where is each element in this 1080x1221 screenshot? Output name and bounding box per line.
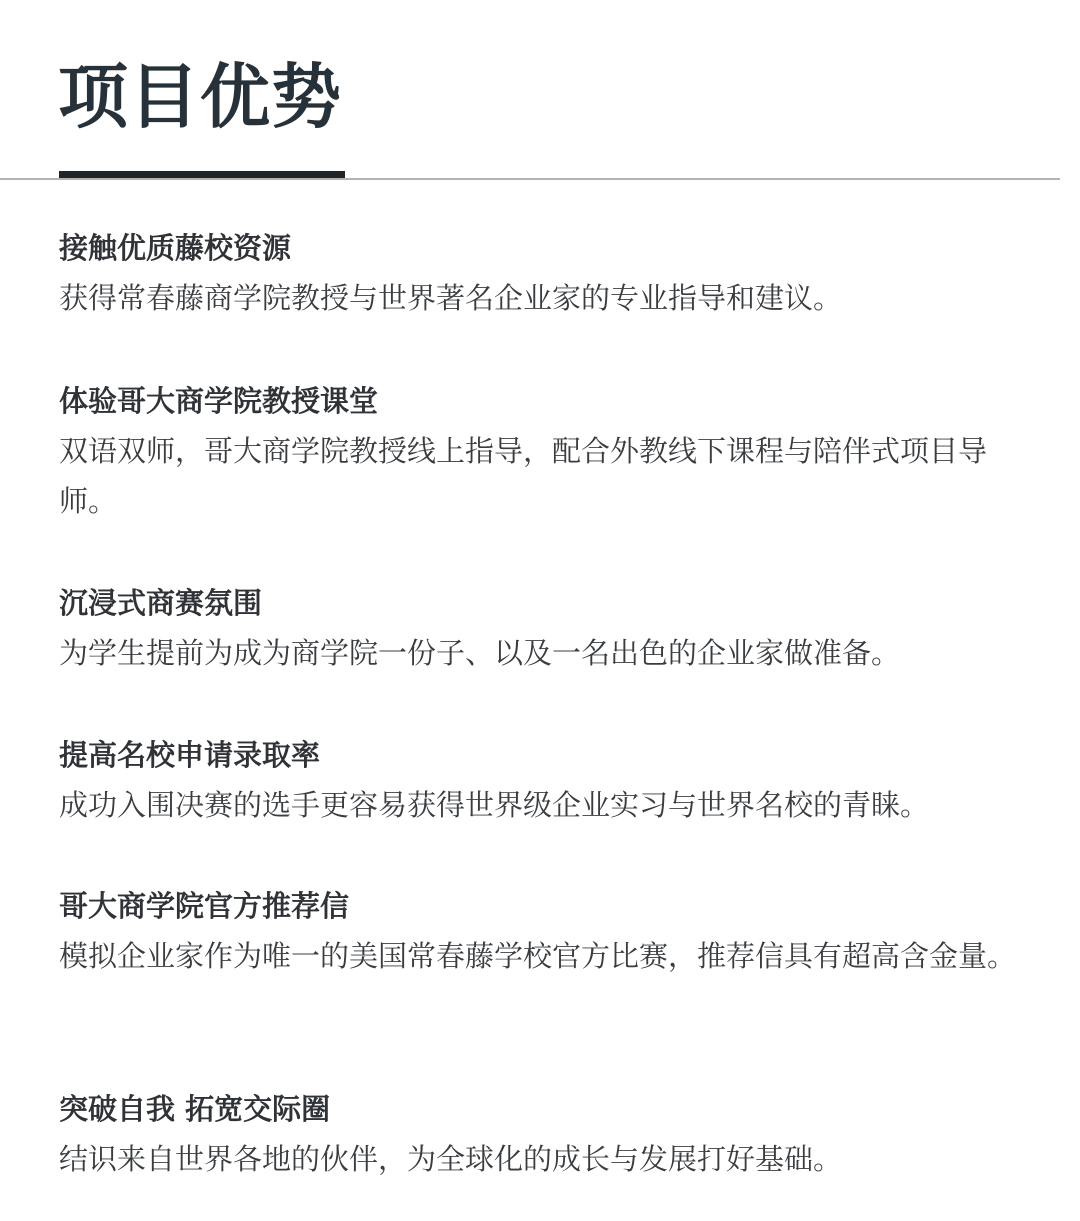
advantage-description: 结识来自世界各地的伙伴，为全球化的成长与发展打好基础。 xyxy=(59,1142,843,1176)
advantage-heading: 提高名校申请录取率 xyxy=(59,738,321,772)
advantage-item xyxy=(59,381,1039,526)
advantage-item xyxy=(59,228,1039,323)
advantage-description: 双语双师，哥大商学院教授线上指导，配合外教线下课程与陪伴式项目导师。 xyxy=(59,434,988,518)
advantage-item xyxy=(59,735,1039,830)
advantage-heading: 突破自我 拓宽交际圈 xyxy=(59,1092,331,1126)
advantage-description: 为学生提前为成为商学院一份子、以及一名出色的企业家做准备。 xyxy=(59,636,901,670)
advantage-heading: 哥大商学院官方推荐信 xyxy=(59,889,350,923)
advantage-description: 模拟企业家作为唯一的美国常春藤学校官方比赛，推荐信具有超高含金量。 xyxy=(59,939,1017,973)
advantage-item xyxy=(59,886,1039,981)
advantage-heading: 体验哥大商学院教授课堂 xyxy=(59,384,379,418)
advantage-item xyxy=(59,583,1039,678)
page-header xyxy=(0,0,1080,182)
page-title: 项目优势 xyxy=(58,56,342,138)
header-divider xyxy=(0,178,1060,180)
advantage-heading: 沉浸式商赛氛围 xyxy=(59,586,263,620)
advantage-item xyxy=(59,1089,1039,1184)
advantage-description: 获得常春藤商学院教授与世界著名企业家的专业指导和建议。 xyxy=(59,281,843,315)
advantage-heading: 接触优质藤校资源 xyxy=(59,231,292,265)
advantage-description: 成功入围决赛的选手更容易获得世界级企业实习与世界名校的青睐。 xyxy=(59,788,930,822)
